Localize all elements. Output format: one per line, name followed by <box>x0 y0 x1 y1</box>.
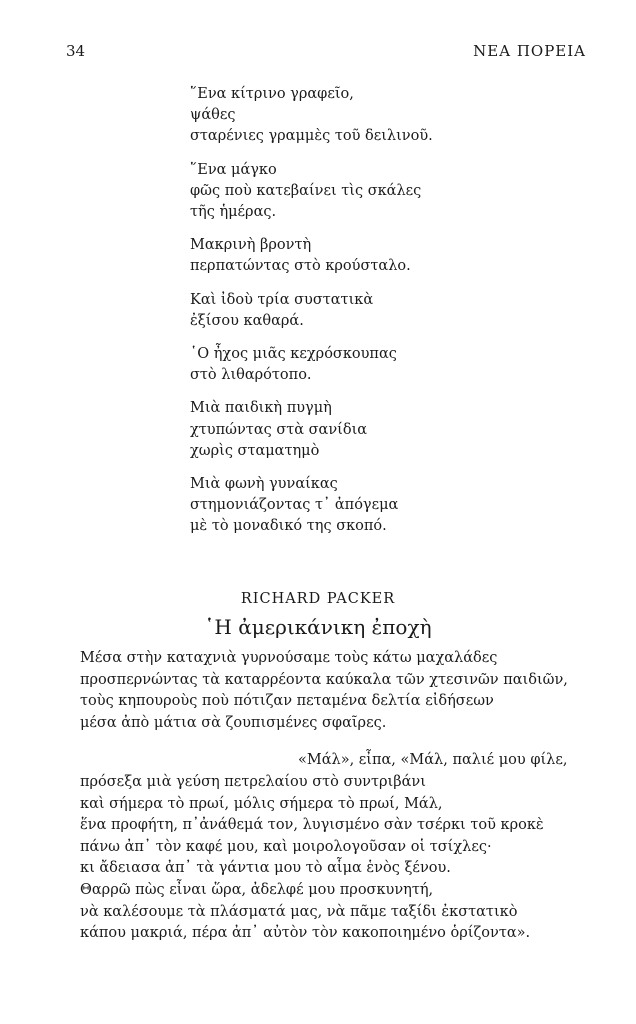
poem-line: σταρένιες γραμμὲς τοῦ δειλινοῦ. <box>190 128 433 145</box>
poem-line: Μέσα στὴν καταχνιὰ γυρνούσαμε τοὺς κάτω μαχαλάδες <box>80 650 498 666</box>
stanza <box>190 344 433 386</box>
stanza <box>190 160 433 224</box>
poem-fragment <box>190 84 433 550</box>
poem-line: ψάθες <box>190 107 236 124</box>
poem-body <box>80 648 568 945</box>
stanza <box>190 474 433 538</box>
poem-line: μὲ τὸ μοναδικό της σκοπό. <box>190 518 387 535</box>
poem-line: «Μάλ», εἶπα, «Μάλ, παλιέ μου φίλε, <box>298 752 568 769</box>
poem-line: Μιὰ φωνὴ γυναίκας <box>190 476 338 493</box>
stanza <box>190 290 433 332</box>
poem-line: φῶς ποὺ κατεβαίνει τὶς σκάλες <box>190 182 422 199</box>
poem-line: Μιὰ παιδικὴ πυγμὴ <box>190 400 332 417</box>
poem-title: ῾Η ἀμερικάνικη ἐποχὴ <box>204 615 432 639</box>
stanza <box>190 84 433 148</box>
poem-line: στὸ λιθαρότοπο. <box>190 367 312 384</box>
poem-line: κάπου μακριά, πέρα ἀπ᾽ αὐτὸν τὸν κακοποιημένο ὁρίζοντα». <box>80 925 531 942</box>
poem-line: κι ἄδειασα ἀπ᾽ τὰ γάντια μου τὸ αἷμα ἑνὸς ξένου. <box>80 860 451 877</box>
poem-line: ῞Ενα μάγκο <box>190 161 277 178</box>
poem-line: προσπερνώντας τὰ καταρρέοντα καύκαλα τῶν χτεσινῶν παιδιῶν, <box>80 671 568 688</box>
poem-line: νὰ καλέσουμε τὰ πλάσματά μας, νὰ πᾶμε ταξίδι ἐκστατικὸ <box>80 903 518 920</box>
poem-line: περπατώντας στὸ κρούσταλο. <box>190 258 411 275</box>
poem-line: καὶ σήμερα τὸ πρωί, μόλις σήμερα τὸ πρωί, Μάλ, <box>80 795 443 812</box>
stanza <box>80 750 568 944</box>
stanza <box>190 235 433 277</box>
poem-line: τοὺς κηπουροὺς ποὺ πότιζαν πεταμένα δελτία εἰδήσεων <box>80 693 494 710</box>
poem-line: μέσα ἀπὸ μάτια σὰ ζουπισμένες σφαῖρες. <box>80 714 387 731</box>
poem-line: ἕνα προφήτη, π᾽ἀνάθεμά τον, λυγισμένο σὰν τσέρκι τοῦ κροκὲ <box>80 817 544 834</box>
page-number: 34 <box>66 42 86 60</box>
poem-author: RICHARD PACKER <box>240 591 396 607</box>
stanza <box>190 398 433 462</box>
running-header-title: ΝΕΑ ΠΟΡΕΙΑ <box>473 42 586 60</box>
poem-line: χτυπώντας στὰ σανίδια <box>190 421 368 438</box>
poem-line: Καὶ ἰδοὺ τρία συστατικὰ <box>190 291 374 308</box>
stanza <box>80 648 568 734</box>
poem-line: πρόσεξα μιὰ γεύση πετρελαίου στὸ συντριβάνι <box>80 773 426 790</box>
poem-line: ῾Ο ἦχος μιᾶς κεχρόσκουπας <box>190 346 397 363</box>
poem-line: πάνω ἀπ᾽ τὸν καφέ μου, καὶ μοιρολογοῦσαν οἱ τσίχλες· <box>80 838 492 855</box>
poem-line: τῆς ἡμέρας. <box>190 204 277 221</box>
poem-line: Θαρρῶ πὼς εἶναι ὥρα, ἀδελφέ μου προσκυνητή, <box>80 881 434 898</box>
poem-line: στημονιάζοντας τ᾽ ἀπόγεμα <box>190 497 399 514</box>
poem-line: Μακρινὴ βροντὴ <box>190 237 312 254</box>
poem-line: χωρὶς σταματημὸ <box>190 442 320 459</box>
poem-line: ῞Ενα κίτρινο γραφεῖο, <box>190 86 354 102</box>
poem-line: ἐξίσου καθαρά. <box>190 312 304 329</box>
